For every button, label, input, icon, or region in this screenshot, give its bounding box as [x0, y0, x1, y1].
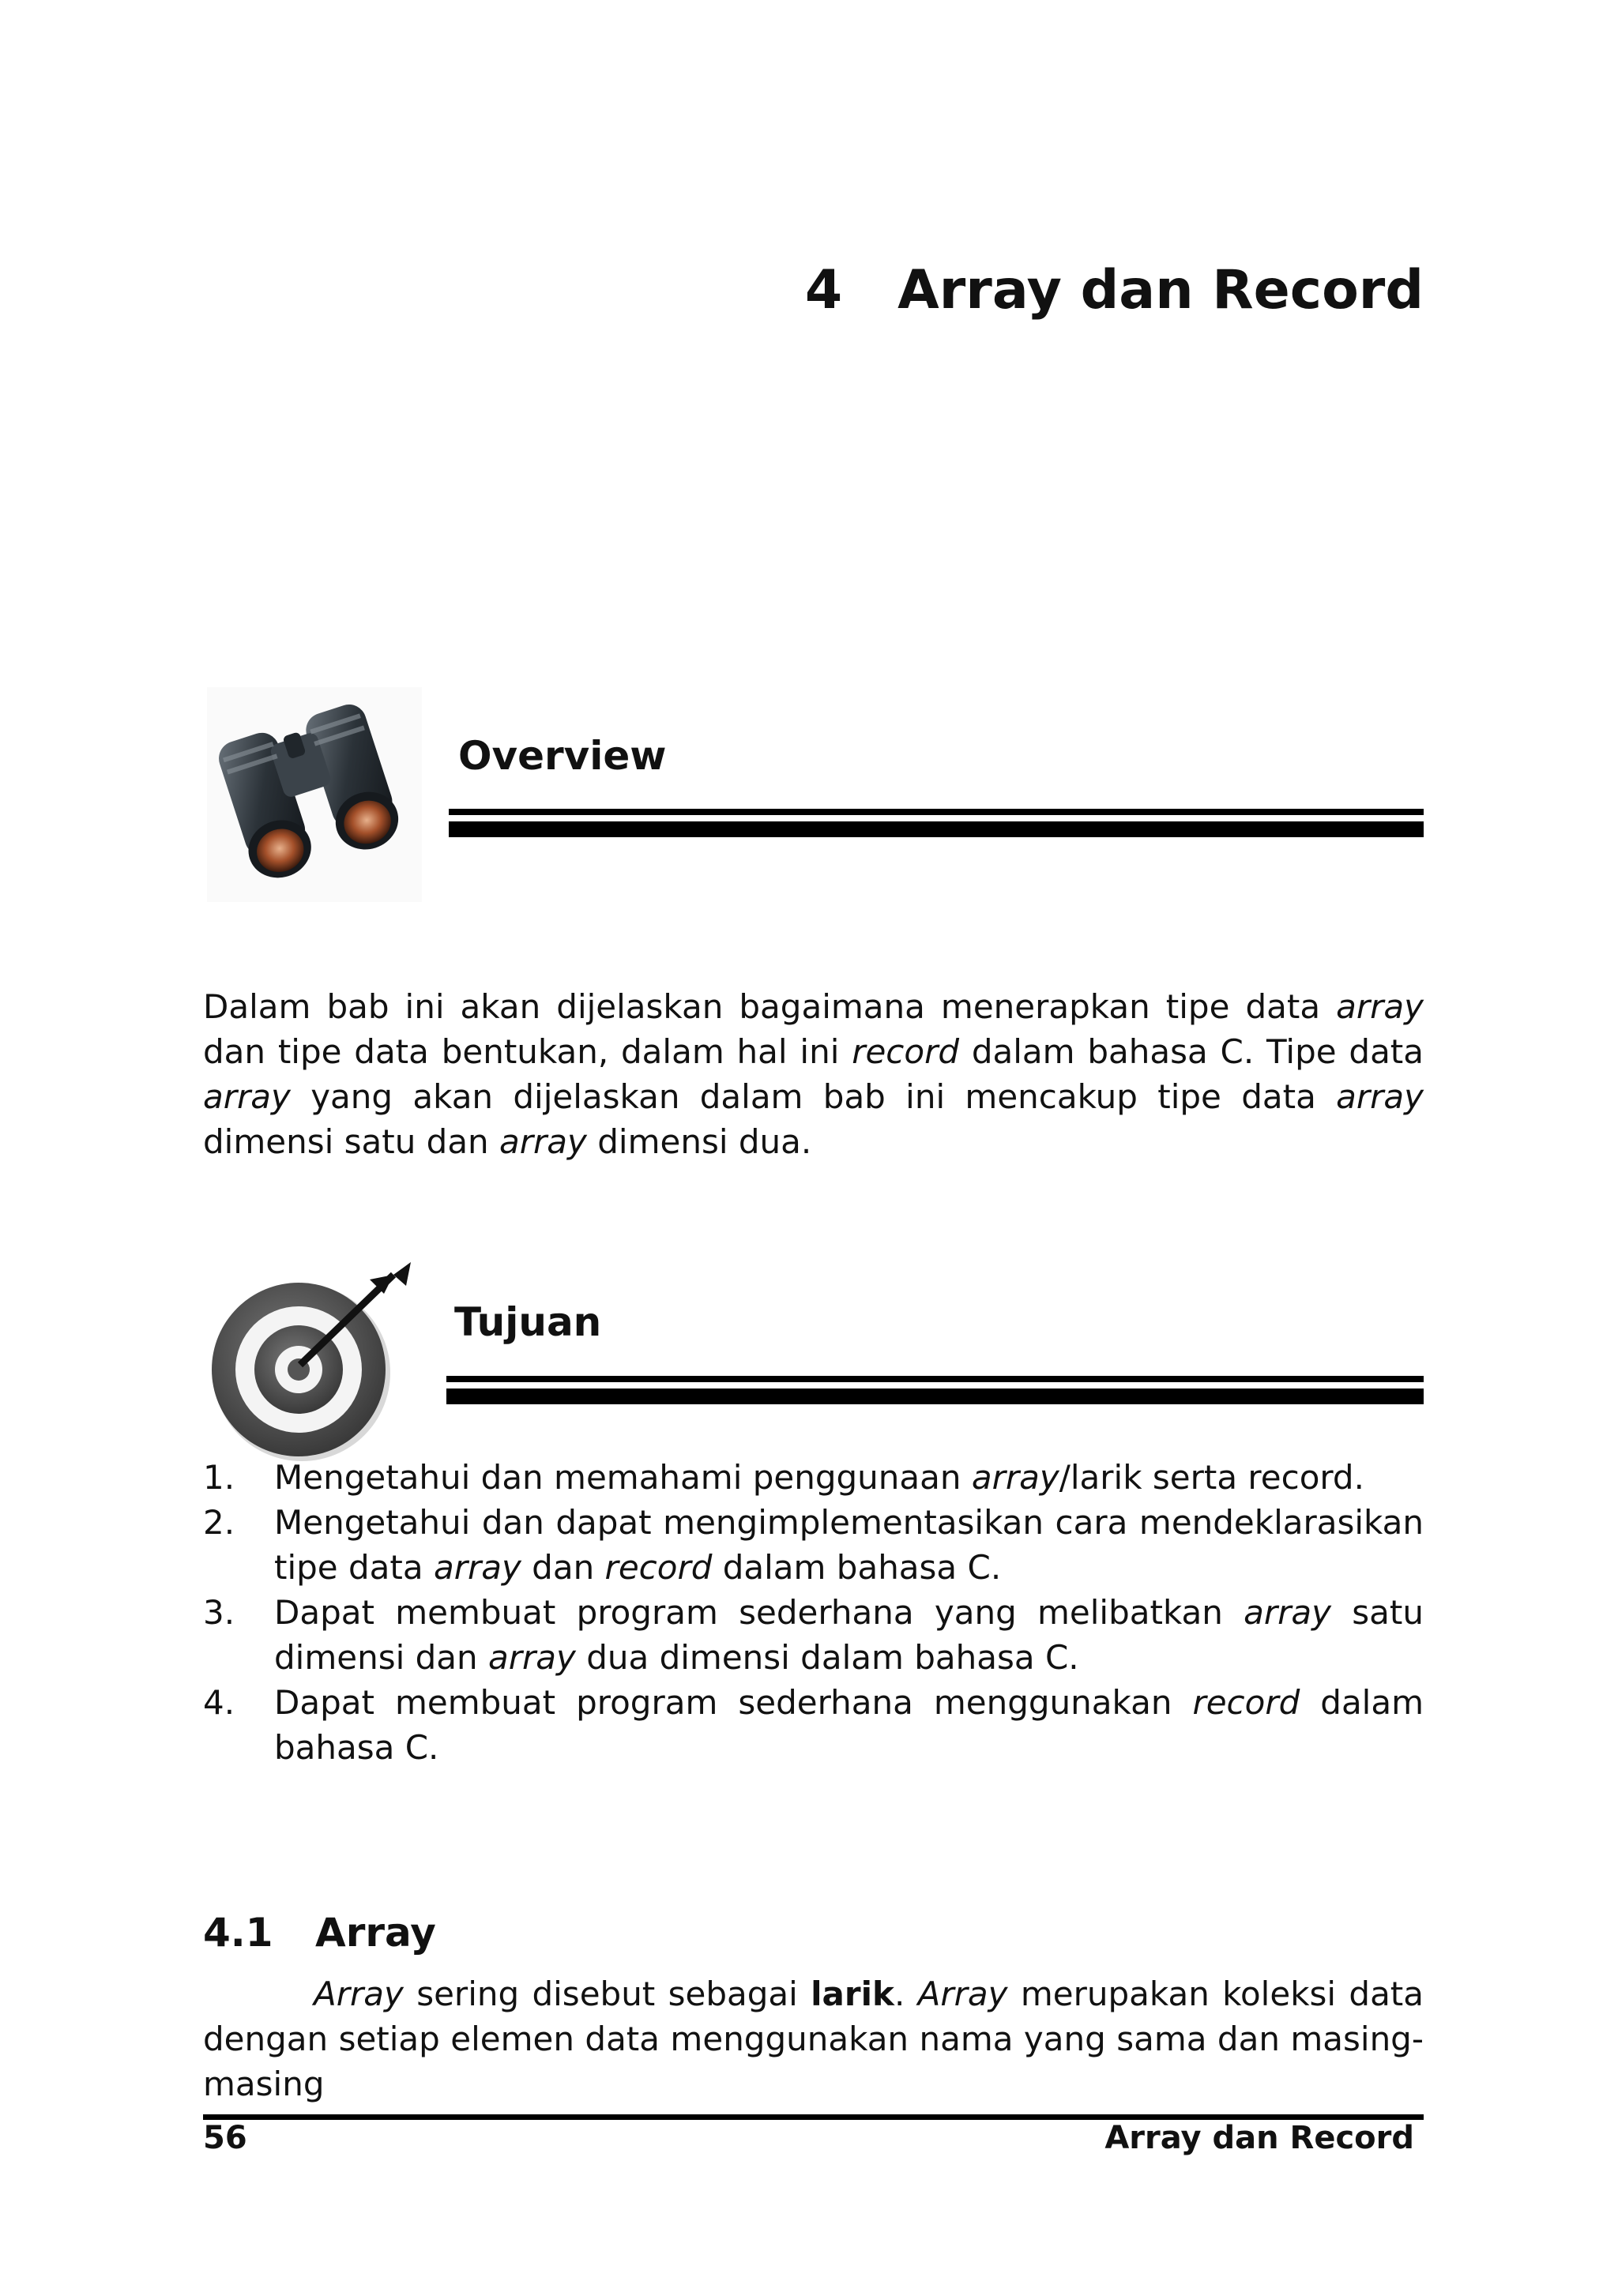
text-run: Dapat membuat program sederhana yang melibatkan [274, 1593, 1244, 1632]
emphasis-text: Array [917, 1975, 1008, 2013]
text-run: Dapat membuat program sederhana menggunakan [274, 1683, 1193, 1722]
list-item [203, 1680, 1424, 1770]
footer-rule [203, 2114, 1424, 2120]
section-number: 4.1 [203, 1910, 273, 1956]
list-item [203, 1455, 1424, 1500]
list-item [203, 1500, 1424, 1590]
text-run: Mengetahui dan memahami penggunaan [274, 1458, 972, 1497]
tujuan-rule-thick [446, 1388, 1424, 1404]
emphasis-text: array [1336, 1077, 1424, 1116]
text-run: . [894, 1975, 918, 2013]
emphasis-text: array [487, 1638, 576, 1677]
text-run: dan tipe data bentukan, dalam hal ini [203, 1032, 852, 1071]
overview-paragraph [203, 984, 1424, 1164]
text-run: dan [521, 1548, 605, 1587]
bold-term: larik [811, 1975, 894, 2013]
binoculars-icon [207, 687, 422, 902]
tujuan-heading: Tujuan [454, 1299, 602, 1345]
text-run: Dalam bab ini akan dijelaskan bagaimana menerapkan tipe data [203, 987, 1337, 1026]
section-title: Array [315, 1910, 436, 1956]
section-heading [203, 1910, 436, 1956]
list-item-text [274, 1683, 1424, 1767]
emphasis-text: array [433, 1548, 521, 1587]
page-number: 56 [203, 2120, 247, 2156]
running-title: Array dan Record [1104, 2120, 1414, 2156]
tujuan-list [203, 1455, 1424, 1770]
text-run: sering disebut sebagai [403, 1975, 811, 2013]
text-run: Mengetahui dan dapat mengimplementasikan cara mendeklarasikan tipe data [274, 1503, 1424, 1587]
chapter-number: 4 [804, 259, 843, 321]
emphasis-text: record [852, 1032, 960, 1071]
list-item [203, 1590, 1424, 1680]
list-item-text [274, 1458, 1364, 1497]
emphasis-text: array [971, 1458, 1059, 1497]
text-run: dalam bahasa C. [712, 1548, 1002, 1587]
overview-rule-thick [449, 821, 1424, 837]
list-item-number: 1. [203, 1458, 235, 1497]
overview-heading: Overview [458, 733, 667, 779]
list-item-text [274, 1503, 1424, 1587]
emphasis-text: array [203, 1077, 291, 1116]
text-run: /larik serta record. [1059, 1458, 1364, 1497]
emphasis-text: array [1336, 987, 1424, 1026]
chapter-title [711, 259, 1424, 321]
text-run: satu dimensi dan [274, 1593, 1424, 1677]
emphasis-text: record [1192, 1683, 1300, 1722]
text-run: yang akan dijelaskan dalam bab ini mencakup tipe data [290, 1077, 1337, 1116]
list-item-number: 4. [203, 1683, 235, 1722]
chapter-title-text: Array dan Record [897, 259, 1424, 321]
list-item-text [274, 1593, 1424, 1677]
emphasis-text: array [1244, 1593, 1332, 1632]
text-run: dua dimensi dalam bahasa C. [575, 1638, 1079, 1677]
list-item-number: 2. [203, 1503, 235, 1542]
text-run: dimensi satu dan [203, 1122, 500, 1161]
text-run: merupakan koleksi data dengan setiap elemen data menggunakan nama yang sama dan masing-masing [203, 1975, 1424, 2103]
emphasis-text: record [604, 1548, 713, 1587]
text-run: dalam bahasa C. Tipe data [959, 1032, 1424, 1071]
overview-rule-thin [449, 809, 1424, 815]
tujuan-rule-thin [446, 1376, 1424, 1382]
list-item-number: 3. [203, 1593, 235, 1632]
text-run: dalam bahasa C. [274, 1683, 1424, 1767]
target-icon [207, 1254, 422, 1469]
text-run: dimensi dua. [586, 1122, 812, 1161]
emphasis-text: Array [314, 1975, 404, 2013]
section-paragraph [203, 1971, 1424, 2106]
emphasis-text: array [499, 1122, 587, 1161]
